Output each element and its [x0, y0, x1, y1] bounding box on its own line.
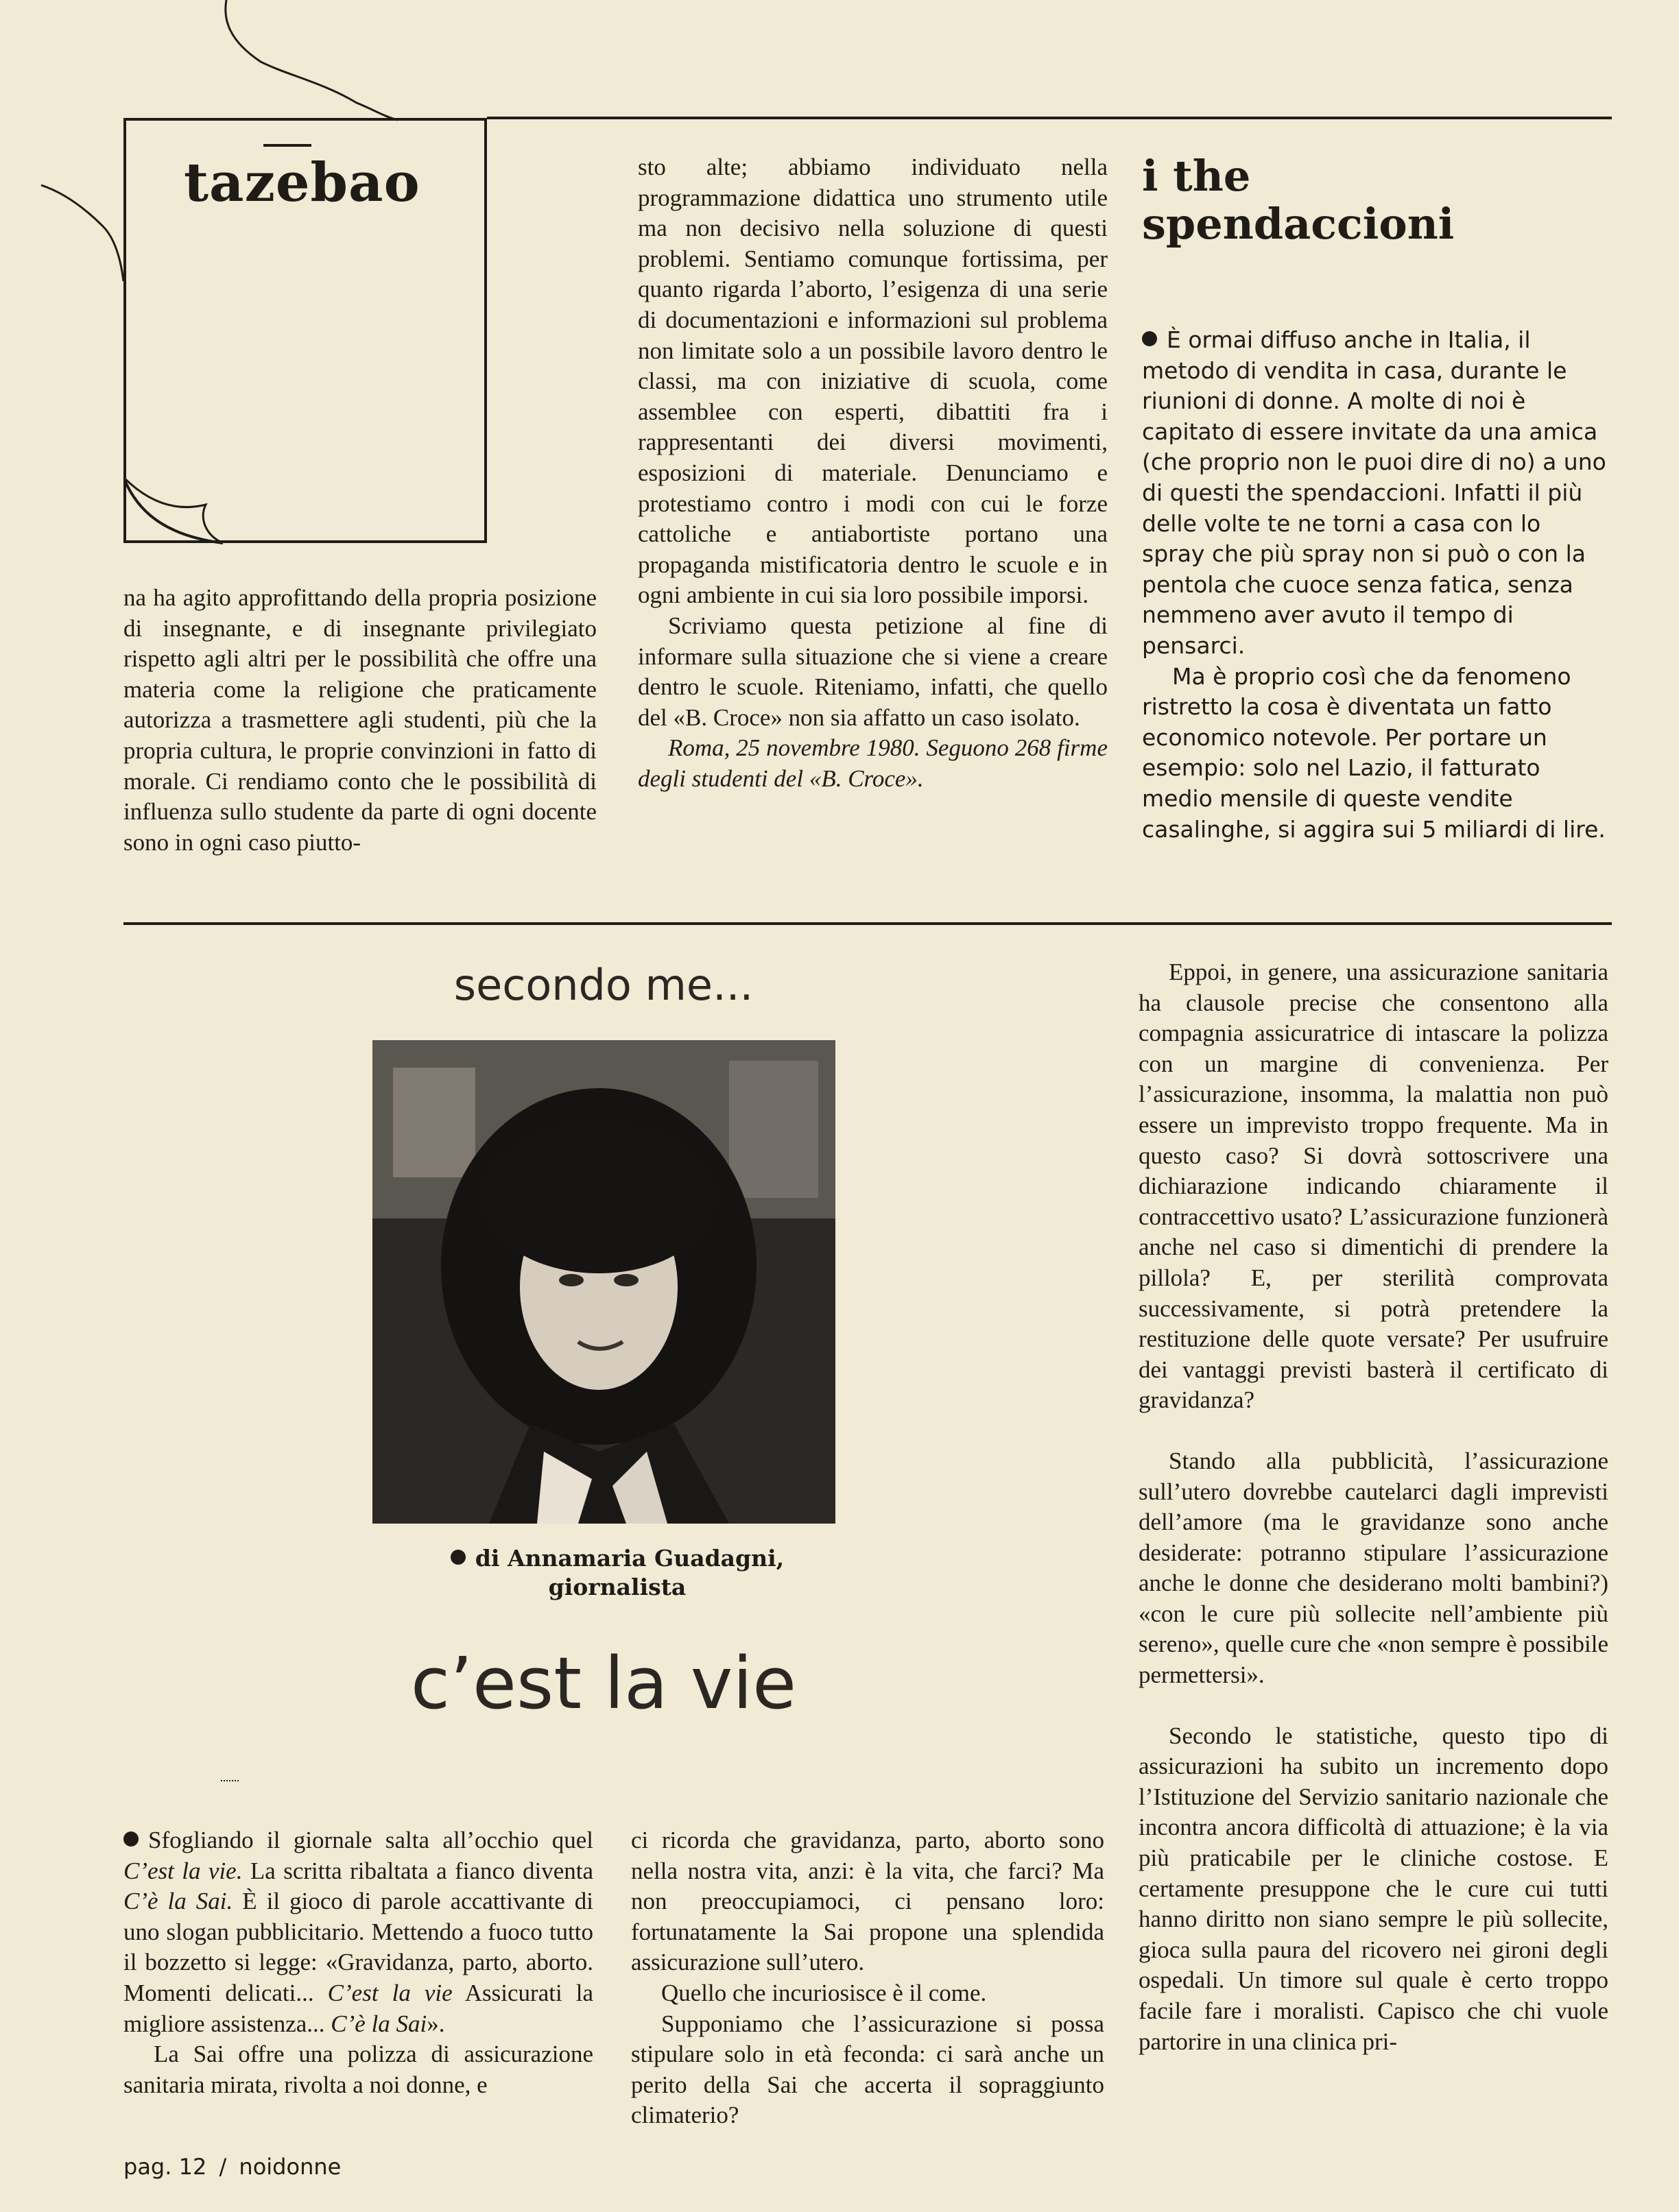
byline-author: di Annamaria Guadagni,: [439, 1544, 796, 1573]
petition-column-2: [638, 152, 1108, 794]
article-text-2: La Sai offre una polizza di assicurazione sanitaria mirata, rivolta a noi donne, e: [123, 2041, 593, 2098]
petition-text-2: sto alte; abbiamo individuato nella programmazione didattica uno strumento utile ma non decisivo nella soluzione di questi problemi. Sentiamo comunque fortissima, per quanto rigarda l’aborto, l’esigenza di una serie di documentazioni e informazioni sul problema non limitate solo a un possibile lavoro dentro le classi, ma con iniziative di scuola, come assemblee con esperti, dibattiti fra i rappresentanti dei diversi movimenti, esposizioni di materiale. Denunciamo e protestiamo contro i modi con cui le forze cattoliche e antiabortiste portano una propaganda mistificatoria dentro le scuole e in ogni ambiente in cui sia loro possibile imporsi.: [638, 154, 1108, 609]
article-text-6: Eppoi, in genere, una assicurazione sanitaria ha clausole precise che consentono alla compagnia assicuratrice di intascare la polizza con un margine di convenienza. Per l’assicurazione, insomma, la malattia non può essere un imprevisto troppo frequente. Ma in questo caso? Si dovrà sottoscrivere una dichiarazione indicando chiaramente il contraccettivo usato? L’assicurazione funzionerà anche nel caso si dimentichi di prendere la pillola? E, per sterilità comprovata successivamente, si potrà pretendere la restituzione delle quote versate? Per usufruire dei vantaggi previsti basterà il certificato di gravidanza?: [1139, 959, 1608, 1414]
article-column-2: [631, 1825, 1104, 2131]
article-text-1: Sfogliando il giornale salta all’occhio quel C’est la vie. La scritta ribaltata a fianco diventa C’è la Sai. È il gioco di parole accattivante di uno slogan pubblicitario. Mettendo a fuoco tutto il bozzetto si legge: «Gravidanza, parto, aborto. Momenti delicati... C’est la vie Assicurati la migliore assistenza... C’è la Sai».: [123, 1827, 594, 2037]
article-text-7: Stando alla pubblicità, l’assicurazione sull’utero dovrebbe cautelarci dagli imprevisti dell’amore (ma le gravidanze sono anche desiderate: potranno stipulare l’assicurazione anche le donne che desiderano molti bambini?) «con le cure più sollecite nell’ambiente più sereno», quelle cure che «non sempre è possibile permettersi».: [1139, 1447, 1608, 1689]
byline-role: giornalista: [548, 1574, 687, 1600]
article-column-3: [1139, 957, 1608, 2057]
article-byline: [439, 1544, 796, 1602]
magazine-name: noidonne: [239, 2154, 342, 2180]
author-photo: [372, 1040, 835, 1524]
bullet-icon: [123, 1831, 139, 1847]
spendaccioni-text-1: È ormai diffuso anche in Italia, il metodo di vendita in casa, durante le riunioni di donne. A molte di noi è capitato di essere invitate da una amica (che proprio non le puoi dire di no) a uno di questi the spendaccioni. Infatti il più delle volte te ne torni a casa con lo spray che più spray non si può o con la pentola che cuoce senza fatica, senza nemmeno aver avuto il tempo di pensarci.: [1142, 326, 1606, 659]
page-curl-icon: [123, 477, 226, 546]
tazebao-pin-decoration: [263, 144, 311, 151]
top-rule: [487, 117, 1612, 119]
article-text-5: Supponiamo che l’assicurazione si possa stipulare solo in età feconda: ci sarà anche un perito della Sai che accerta il sopraggiunto climaterio?: [631, 2010, 1104, 2129]
article-kicker: secondo me...: [453, 960, 754, 1010]
petition-signature: Roma, 25 novembre 1980. Seguono 268 firme degli studenti del «B. Croce».: [638, 734, 1108, 792]
footer-separator: /: [219, 2154, 227, 2180]
page-footer: [123, 2153, 341, 2180]
spendaccioni-title-line-1: i the: [1142, 151, 1251, 201]
middle-rule: [123, 922, 1612, 925]
spendaccioni-title-line-2: spendaccioni: [1142, 199, 1455, 249]
spendaccioni-text-2: Ma è proprio così che da fenomeno ristretto la cosa è diventata un fatto economico notevole. Per portare un esempio: solo nel Lazio, il fatturato medio mensile di queste vendite casalinghe, si aggira sui 5 miliardi di lire.: [1142, 662, 1606, 843]
article-text-8: Secondo le statistiche, questo tipo di assicurazioni ha subito un incremento dopo l’Istituzione del Servizio sanitario nazionale che incontra ancora difficoltà di attuazione; è la via più praticabile per le cliniche costose. E certamente presuppone che le cure cui tutti hanno diritto non siano sempre le più sollecite, gioca sulla paura del ricovero nei gironi degli ospedali. Un timore sul quale è certo troppo facile fare i moralisti. Capisco che chi vuole partorire in una clinica pri-: [1139, 1722, 1608, 2055]
petition-column-1: [123, 583, 597, 858]
article-text-3: ci ricorda che gravidanza, parto, aborto sono nella nostra vita, anzi: è la vita, che farci? Ma non preoccupiamoci, ci pensano loro: fortunatamente la Sai propone una splendida assicurazione sull’utero.: [631, 1827, 1104, 1976]
article-headline: c’est la vie: [410, 1642, 797, 1725]
bullet-icon: [451, 1550, 466, 1565]
author-portrait-image: [372, 1040, 835, 1524]
article-text-4: Quello che incuriosisce è il come.: [661, 1979, 987, 2006]
page-number: pag. 12: [123, 2154, 207, 2180]
tazebao-label: tazebao: [184, 152, 420, 214]
decorative-mark: [221, 1780, 239, 1791]
petition-text-3: Scriviamo questa petizione al fine di informare sulla situazione che si viene a creare dentro le scuole. Riteniamo, infatti, che quello del «B. Croce» non sia affatto un caso isolato.: [638, 612, 1108, 731]
spendaccioni-column: [1142, 152, 1608, 845]
article-column-1: [123, 1825, 593, 2100]
tazebao-box: [123, 118, 487, 543]
bullet-icon: [1142, 331, 1157, 346]
petition-text-1: na ha agito approfittando della propria posizione di insegnante, e di insegnante privilegiato rispetto agli altri per le possibilità che offre una materia come la religione che praticamente autorizza a trasmettere agli studenti, più che la propria cultura, le proprie convinzioni in fatto di morale. Ci rendiamo conto che le possibilità di influenza sullo studente da parte di ogni docente sono in ogni caso piutto-: [123, 584, 597, 856]
